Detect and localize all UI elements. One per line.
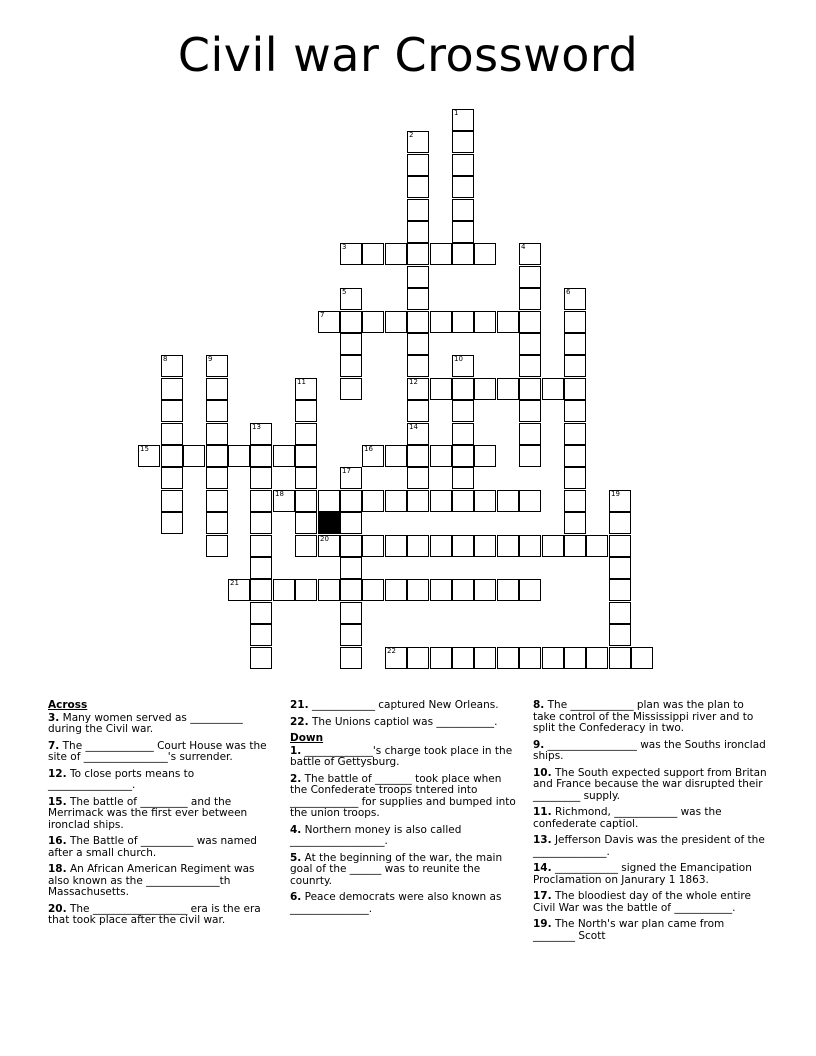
- grid-cell[interactable]: [474, 535, 496, 557]
- grid-cell[interactable]: [250, 602, 272, 624]
- grid-cell[interactable]: [474, 445, 496, 467]
- grid-cell[interactable]: [250, 557, 272, 579]
- grid-cell[interactable]: [474, 490, 496, 512]
- grid-cell[interactable]: [407, 378, 429, 400]
- clue-down-14: 14. ____________ signed the Emancipation Proclamation on Janurary 1 1863.: [533, 862, 752, 886]
- grid-cell[interactable]: [564, 333, 586, 355]
- grid-cell[interactable]: [564, 490, 586, 512]
- grid-cell[interactable]: [340, 602, 362, 624]
- grid-cell[interactable]: [340, 624, 362, 646]
- grid-cell[interactable]: [340, 557, 362, 579]
- grid-cell[interactable]: [564, 647, 586, 669]
- grid-cell[interactable]: [161, 355, 183, 377]
- grid-cell[interactable]: [362, 311, 384, 333]
- clue-down-9: 9. _________________ was the Souths ironclad ships.: [533, 738, 766, 762]
- clues-column-2: [290, 700, 518, 920]
- grid-cell[interactable]: [519, 647, 541, 669]
- clue-down-2: 2. The battle of _______ took place when the Confederate troops tntered into _____________ for supplies and bumped into the union troops.: [290, 772, 516, 819]
- grid-cell[interactable]: [542, 535, 564, 557]
- grid-cell[interactable]: [385, 490, 407, 512]
- grid-cell[interactable]: [407, 243, 429, 265]
- grid-cell[interactable]: [564, 400, 586, 422]
- grid-cell[interactable]: [340, 490, 362, 512]
- clue-across-18: 18. An African American Regiment was also known as the ______________th Massachusetts.: [48, 863, 255, 898]
- grid-cell[interactable]: [250, 423, 272, 445]
- grid-cell[interactable]: [407, 311, 429, 333]
- grid-cell[interactable]: [407, 647, 429, 669]
- clue-down-6: 6. Peace democrats were also known as _______________.: [290, 891, 502, 915]
- grid-cell[interactable]: [250, 624, 272, 646]
- grid-cell[interactable]: [340, 512, 362, 534]
- grid-cell[interactable]: [474, 311, 496, 333]
- clue-down-5: 5. At the beginning of the war, the main goal of the ______ was to reunite the counrty.: [290, 851, 503, 887]
- grid-cell[interactable]: [250, 445, 272, 467]
- grid-cell[interactable]: [586, 535, 608, 557]
- clue-number: 12: [409, 378, 418, 386]
- grid-cell[interactable]: [631, 647, 653, 669]
- grid-cell[interactable]: [519, 311, 541, 333]
- clue-down-1: 1. _____________'s charge took place in the battle of Gettysburg.: [290, 744, 513, 768]
- grid-cell[interactable]: [519, 579, 541, 601]
- clue-number: 19: [611, 490, 620, 498]
- grid-cell[interactable]: [407, 199, 429, 221]
- grid-cell[interactable]: [452, 176, 474, 198]
- grid-cell[interactable]: [407, 423, 429, 445]
- grid-cell[interactable]: [452, 647, 474, 669]
- grid-cell[interactable]: [497, 378, 519, 400]
- grid-cell[interactable]: [497, 490, 519, 512]
- grid-cell[interactable]: [452, 467, 474, 489]
- grid-cell[interactable]: [295, 445, 317, 467]
- grid-cell[interactable]: [452, 579, 474, 601]
- grid-cell[interactable]: [206, 445, 228, 467]
- grid-cell[interactable]: [273, 490, 295, 512]
- grid-cell[interactable]: [385, 647, 407, 669]
- grid-cell[interactable]: [385, 311, 407, 333]
- clue-number: 22: [387, 647, 396, 655]
- grid-cell[interactable]: [430, 579, 452, 601]
- grid-cell[interactable]: [519, 266, 541, 288]
- grid-cell[interactable]: [564, 512, 586, 534]
- grid-cell[interactable]: [407, 400, 429, 422]
- grid-cell[interactable]: [609, 647, 631, 669]
- clue-number: 6: [566, 288, 571, 296]
- grid-cell[interactable]: [161, 445, 183, 467]
- grid-cell[interactable]: [542, 378, 564, 400]
- grid-cell[interactable]: [407, 154, 429, 176]
- grid-cell[interactable]: [407, 333, 429, 355]
- grid-cell[interactable]: [519, 243, 541, 265]
- grid-cell[interactable]: [497, 535, 519, 557]
- grid-cell[interactable]: [318, 490, 340, 512]
- clue-number: 14: [409, 423, 418, 431]
- grid-cell[interactable]: [407, 579, 429, 601]
- grid-cell[interactable]: [295, 467, 317, 489]
- grid-cell[interactable]: [362, 579, 384, 601]
- grid-cell[interactable]: [228, 579, 250, 601]
- clue-number: 2: [409, 131, 414, 139]
- grid-cell[interactable]: [161, 490, 183, 512]
- clue-down-8: 8. The ____________ plan was the plan to take control of the Mississippi river and to split the Confederacy in two.: [533, 699, 754, 734]
- grid-cell[interactable]: [609, 624, 631, 646]
- grid-cell[interactable]: [340, 311, 362, 333]
- grid-cell[interactable]: [206, 467, 228, 489]
- grid-cell[interactable]: [161, 423, 183, 445]
- grid-cell[interactable]: [474, 243, 496, 265]
- grid-cell[interactable]: [430, 311, 452, 333]
- clue-number: 18: [275, 490, 284, 498]
- grid-cell[interactable]: [161, 400, 183, 422]
- clue-down-13: 13. Jefferson Davis was the president of the ______________.: [533, 834, 765, 858]
- grid-cell[interactable]: [430, 647, 452, 669]
- grid-cell[interactable]: [340, 288, 362, 310]
- grid-cell[interactable]: [407, 355, 429, 377]
- grid-cell[interactable]: [564, 423, 586, 445]
- grid-cell[interactable]: [564, 288, 586, 310]
- grid-cell[interactable]: [295, 400, 317, 422]
- clue-down-19: 19. The North's war plan came from ________ Scott: [533, 918, 725, 942]
- clues-column-3: [533, 700, 769, 947]
- grid-cell[interactable]: [273, 445, 295, 467]
- grid-cell[interactable]: [138, 445, 160, 467]
- grid-cell[interactable]: [609, 535, 631, 557]
- clues-column-1: [48, 700, 272, 932]
- grid-cell[interactable]: [340, 467, 362, 489]
- clue-across-22: 22. The Unions captiol was ___________.: [290, 715, 498, 728]
- clue-number: 10: [454, 355, 463, 363]
- clue-across-7: 7. The _____________ Court House was the site of ________________'s surrender.: [48, 739, 267, 763]
- grid-cell[interactable]: [497, 311, 519, 333]
- clue-number: 7: [320, 311, 325, 319]
- grid-cell[interactable]: [564, 467, 586, 489]
- grid-cell[interactable]: [362, 445, 384, 467]
- grid-cell[interactable]: [250, 535, 272, 557]
- grid-cell[interactable]: [452, 400, 474, 422]
- grid-cell[interactable]: [452, 199, 474, 221]
- clue-number: 8: [163, 355, 168, 363]
- grid-cell[interactable]: [564, 378, 586, 400]
- grid-cell[interactable]: [206, 423, 228, 445]
- black-cell: [318, 512, 340, 534]
- grid-cell[interactable]: [206, 490, 228, 512]
- grid-cell[interactable]: [407, 221, 429, 243]
- grid-cell[interactable]: [318, 311, 340, 333]
- grid-cell[interactable]: [519, 445, 541, 467]
- grid-cell[interactable]: [474, 579, 496, 601]
- grid-cell[interactable]: [609, 490, 631, 512]
- grid-cell[interactable]: [497, 579, 519, 601]
- grid-cell[interactable]: [609, 512, 631, 534]
- grid-cell[interactable]: [452, 445, 474, 467]
- grid-cell[interactable]: [206, 535, 228, 557]
- grid-cell[interactable]: [250, 490, 272, 512]
- grid-cell[interactable]: [340, 378, 362, 400]
- grid-cell[interactable]: [407, 535, 429, 557]
- grid-cell[interactable]: [250, 512, 272, 534]
- grid-cell[interactable]: [362, 535, 384, 557]
- clue-number: 3: [342, 243, 347, 251]
- grid-cell[interactable]: [318, 579, 340, 601]
- grid-cell[interactable]: [295, 423, 317, 445]
- grid-cell[interactable]: [362, 243, 384, 265]
- grid-cell[interactable]: [586, 647, 608, 669]
- grid-cell[interactable]: [295, 378, 317, 400]
- grid-cell[interactable]: [519, 378, 541, 400]
- grid-cell[interactable]: [452, 423, 474, 445]
- grid-cell[interactable]: [340, 535, 362, 557]
- grid-cell[interactable]: [519, 288, 541, 310]
- clue-down-17: 17. The bloodiest day of the whole entire Civil War was the battle of ___________.: [533, 890, 751, 914]
- clue-across-12: 12. To close ports means to ________________.: [48, 767, 195, 791]
- grid-cell[interactable]: [609, 557, 631, 579]
- grid-cell[interactable]: [340, 647, 362, 669]
- grid-cell[interactable]: [385, 535, 407, 557]
- clue-across-20: 20. The __________________ era is the era that took place after the civil war.: [48, 902, 261, 926]
- grid-cell[interactable]: [452, 109, 474, 131]
- grid-cell[interactable]: [452, 490, 474, 512]
- grid-cell[interactable]: [452, 535, 474, 557]
- grid-cell[interactable]: [452, 355, 474, 377]
- grid-cell[interactable]: [340, 355, 362, 377]
- grid-cell[interactable]: [385, 243, 407, 265]
- grid-cell[interactable]: [340, 579, 362, 601]
- page-title: Civil war Crossword: [177, 28, 639, 82]
- clue-across-16: 16. The Battle of __________ was named after a small church.: [48, 835, 257, 859]
- grid-cell[interactable]: [250, 647, 272, 669]
- grid-cell[interactable]: [362, 490, 384, 512]
- grid-cell[interactable]: [407, 131, 429, 153]
- clue-down-11: 11. Richmond, ____________ was the confederate captiol.: [533, 806, 722, 830]
- grid-cell[interactable]: [564, 535, 586, 557]
- clue-number: 21: [230, 579, 239, 587]
- grid-cell[interactable]: [430, 378, 452, 400]
- grid-cell[interactable]: [340, 243, 362, 265]
- grid-cell[interactable]: [519, 535, 541, 557]
- grid-cell[interactable]: [161, 512, 183, 534]
- grid-cell[interactable]: [519, 355, 541, 377]
- down-header: Down: [290, 732, 324, 744]
- grid-cell[interactable]: [430, 243, 452, 265]
- grid-cell[interactable]: [542, 647, 564, 669]
- grid-cell[interactable]: [452, 243, 474, 265]
- grid-cell[interactable]: [161, 378, 183, 400]
- grid-cell[interactable]: [452, 154, 474, 176]
- grid-cell[interactable]: [295, 512, 317, 534]
- grid-cell[interactable]: [161, 467, 183, 489]
- grid-cell[interactable]: [564, 355, 586, 377]
- clue-number: 15: [140, 445, 149, 453]
- clue-across-21: 21. ____________ captured New Orleans.: [290, 699, 499, 711]
- grid-cell[interactable]: [295, 490, 317, 512]
- grid-cell[interactable]: [609, 602, 631, 624]
- grid-cell[interactable]: [407, 467, 429, 489]
- grid-cell[interactable]: [183, 445, 205, 467]
- clue-number: 1: [454, 109, 459, 117]
- grid-cell[interactable]: [430, 445, 452, 467]
- grid-cell[interactable]: [407, 266, 429, 288]
- grid-cell[interactable]: [273, 579, 295, 601]
- grid-cell[interactable]: [295, 535, 317, 557]
- grid-cell[interactable]: [564, 445, 586, 467]
- grid-cell[interactable]: [206, 378, 228, 400]
- clue-number: 9: [208, 355, 213, 363]
- grid-cell[interactable]: [474, 647, 496, 669]
- grid-cell[interactable]: [407, 176, 429, 198]
- grid-cell[interactable]: [206, 355, 228, 377]
- clue-number: 13: [252, 423, 261, 431]
- across-header: Across: [48, 699, 88, 711]
- grid-cell[interactable]: [340, 333, 362, 355]
- grid-cell[interactable]: [318, 535, 340, 557]
- grid-cell[interactable]: [407, 445, 429, 467]
- grid-cell[interactable]: [385, 445, 407, 467]
- grid-cell[interactable]: [228, 445, 250, 467]
- grid-cell[interactable]: [519, 400, 541, 422]
- clue-number: 11: [297, 378, 306, 386]
- grid-cell[interactable]: [452, 311, 474, 333]
- clue-across-3: 3. Many women served as __________ during the Civil war.: [48, 711, 243, 735]
- clue-number: 16: [364, 445, 373, 453]
- grid-cell[interactable]: [250, 467, 272, 489]
- grid-cell[interactable]: [519, 490, 541, 512]
- clue-down-10: 10. The South expected support from Britan and France because the war disrupted their _________ supply.: [533, 766, 767, 802]
- grid-cell[interactable]: [206, 400, 228, 422]
- clue-number: 5: [342, 288, 347, 296]
- grid-cell[interactable]: [250, 579, 272, 601]
- grid-cell[interactable]: [497, 647, 519, 669]
- grid-cell[interactable]: [385, 579, 407, 601]
- grid-cell[interactable]: [452, 378, 474, 400]
- grid-cell[interactable]: [452, 221, 474, 243]
- grid-cell[interactable]: [430, 490, 452, 512]
- grid-cell[interactable]: [609, 579, 631, 601]
- grid-cell[interactable]: [519, 423, 541, 445]
- grid-cell[interactable]: [452, 131, 474, 153]
- clue-number: 20: [320, 535, 329, 543]
- grid-cell[interactable]: [407, 490, 429, 512]
- grid-cell[interactable]: [407, 288, 429, 310]
- clue-across-15: 15. The battle of _________ and the Merrimack was the first ever between ironclad ships.: [48, 795, 248, 831]
- grid-cell[interactable]: [295, 579, 317, 601]
- grid-cell[interactable]: [519, 333, 541, 355]
- grid-cell[interactable]: [206, 512, 228, 534]
- clue-number: 17: [342, 467, 351, 475]
- grid-cell[interactable]: [474, 378, 496, 400]
- grid-cell[interactable]: [564, 311, 586, 333]
- clue-number: 4: [521, 243, 526, 251]
- clue-down-4: 4. Northern money is also called __________________.: [290, 823, 462, 847]
- grid-cell[interactable]: [430, 535, 452, 557]
